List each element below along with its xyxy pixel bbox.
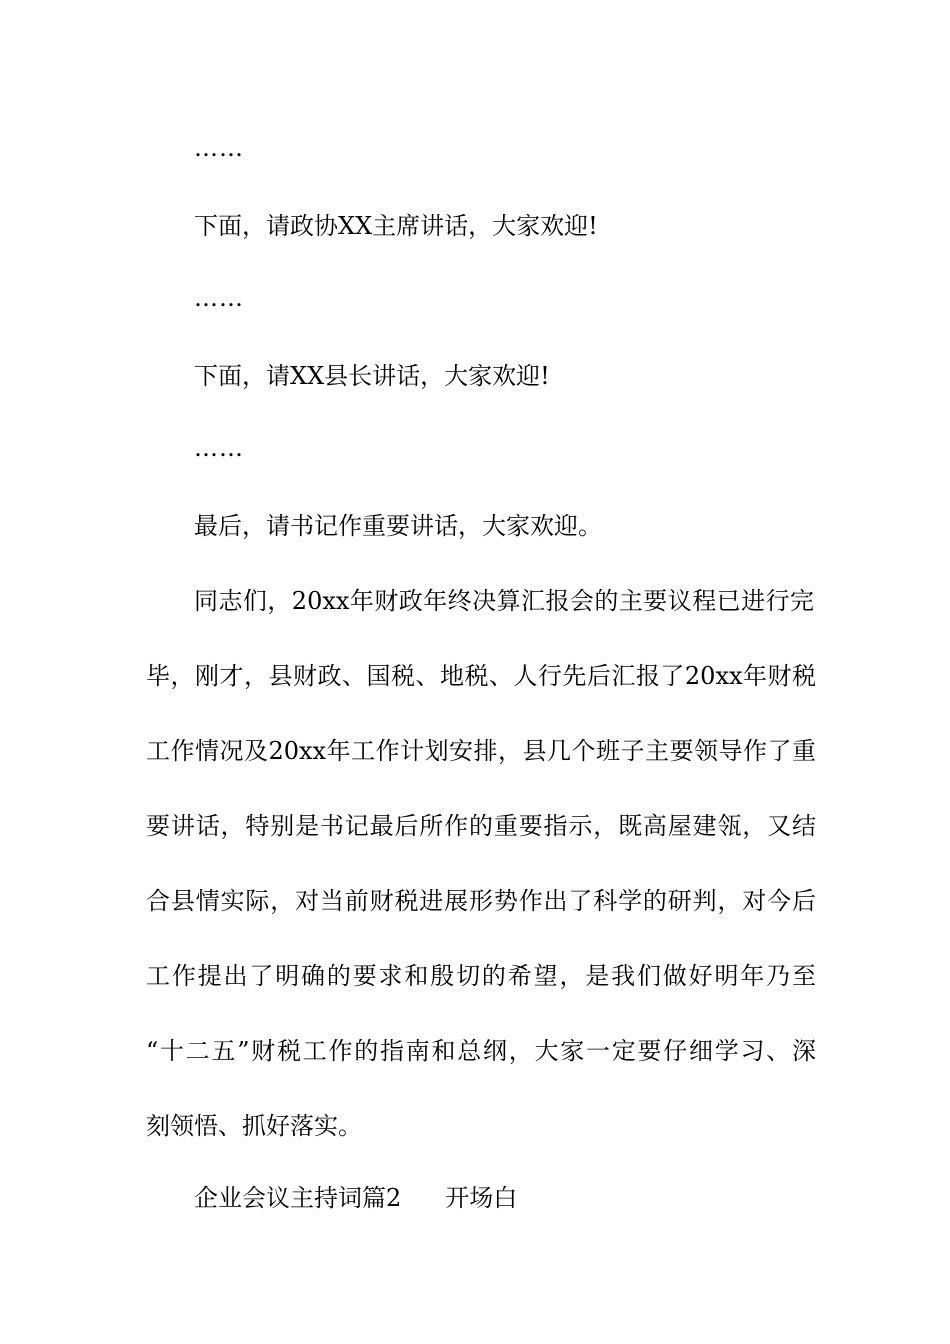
speech-invitation-county-head: 下面，请XX县长讲话，大家欢迎! (194, 362, 550, 390)
paragraph-line: 工作提出了明确的要求和殷切的希望，是我们做好明年乃至 (146, 962, 816, 990)
speech-invitation-secretary: 最后，请书记作重要讲话，大家欢迎。 (194, 512, 602, 540)
paragraph-line: 刻领悟、抓好落实。 (146, 1112, 362, 1140)
section-heading-subtitle: 开场白 (445, 1184, 518, 1212)
paragraph-line: 同志们，20xx年财政年终决算汇报会的主要议程已进行完 (194, 587, 814, 615)
paragraph-line: 要讲话，特别是书记最后所作的重要指示，既高屋建瓴，又结 (146, 812, 816, 840)
ellipsis-line: …… (194, 134, 244, 162)
speech-invitation-cppcc-chairman: 下面，请政协XX主席讲话，大家欢迎! (194, 212, 598, 240)
section-heading-title: 企业会议主持词篇2 (194, 1184, 402, 1212)
paragraph-line: 毕，刚才，县财政、国税、地税、人行先后汇报了20xx年财税 (146, 662, 816, 690)
paragraph-line: 工作情况及20xx年工作计划安排，县几个班子主要领导作了重 (146, 737, 816, 765)
ellipsis-line: …… (194, 434, 244, 462)
paragraph-line: “十二五”财税工作的指南和总纲，大家一定要仔细学习、深 (146, 1037, 816, 1065)
paragraph-line: 合县情实际，对当前财税进展形势作出了科学的研判，对今后 (146, 887, 816, 915)
ellipsis-line: …… (194, 284, 244, 312)
section-heading (194, 1183, 814, 1213)
